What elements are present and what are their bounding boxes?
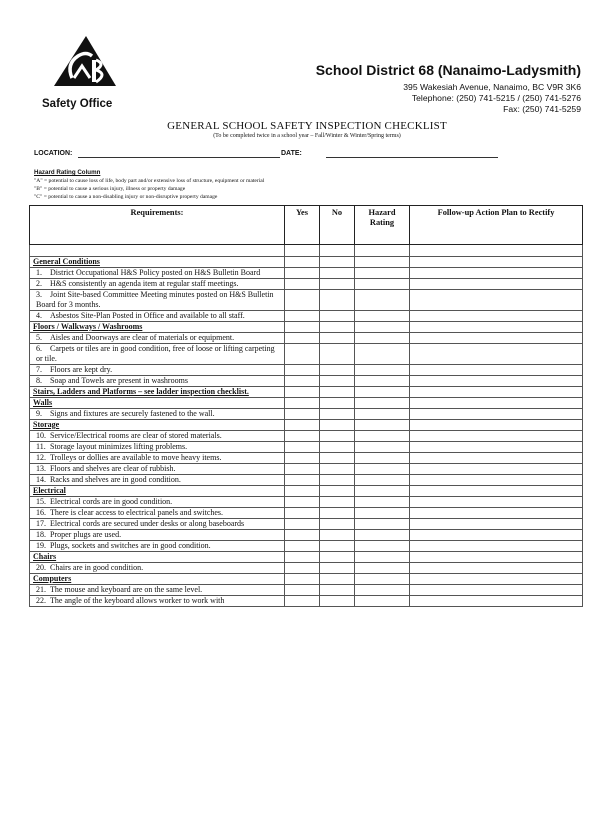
follow-up-cell[interactable] [410,596,583,607]
requirement-text: Electrical cords are secured under desks or along baseboards [50,519,245,528]
requirement-cell [30,409,285,420]
requirement-cell [30,530,285,541]
hazard-rating-cell [355,257,410,268]
hazard-rating-cell[interactable] [355,464,410,475]
yes-cell[interactable] [285,519,320,530]
requirement-cell [30,376,285,387]
table-row [30,409,583,420]
yes-cell[interactable] [285,585,320,596]
yes-cell[interactable] [285,311,320,322]
requirement-cell [30,442,285,453]
yes-cell [285,552,320,563]
requirement-number: 20. [36,563,46,572]
requirement-number: 1. [36,268,42,277]
office-name: Safety Office [42,98,113,110]
hazard-rating-title: Hazard Rating Column [34,169,101,176]
section-row [30,552,583,563]
yes-cell[interactable] [285,442,320,453]
requirement-number: 21. [36,585,46,594]
yes-cell[interactable] [285,409,320,420]
follow-up-cell[interactable] [410,475,583,486]
no-cell[interactable] [320,279,355,290]
no-cell[interactable] [320,311,355,322]
requirement-text: Asbestos Site-Plan Posted in Office and available to all staff. [50,311,245,320]
requirement-cell [30,563,285,574]
requirement-cell [30,268,285,279]
follow-up-cell[interactable] [410,365,583,376]
section-title: Floors / Walkways / Washrooms [30,322,285,333]
follow-up-cell[interactable] [410,376,583,387]
no-cell[interactable] [320,442,355,453]
requirement-number: 10. [36,431,46,440]
blank-cell [30,245,285,257]
follow-up-cell[interactable] [410,268,583,279]
requirement-cell [30,541,285,552]
no-cell[interactable] [320,464,355,475]
hazard-rating-cell[interactable] [355,344,410,365]
requirement-cell [30,333,285,344]
requirement-text: Proper plugs are used. [50,530,122,539]
requirement-cell [30,585,285,596]
table-row [30,431,583,442]
hazard-rating-cell [355,552,410,563]
requirement-number: 7. [36,365,42,374]
yes-cell[interactable] [285,508,320,519]
yes-cell[interactable] [285,431,320,442]
document-title: GENERAL SCHOOL SAFETY INSPECTION CHECKLIST [167,120,447,132]
hazard-rating-cell[interactable] [355,596,410,607]
table-row [30,519,583,530]
hazard-rating-cell[interactable] [355,376,410,387]
follow-up-cell[interactable] [410,333,583,344]
hazard-rating-cell[interactable] [355,453,410,464]
date-field[interactable] [326,157,498,158]
table-row [30,376,583,387]
table-row [30,530,583,541]
follow-up-cell[interactable] [410,279,583,290]
fax-line: Fax: (250) 741-5259 [503,104,581,114]
requirement-text: The mouse and keyboard are on the same level. [50,585,203,594]
yes-cell[interactable] [285,563,320,574]
follow-up-cell [410,420,583,431]
requirement-cell [30,596,285,607]
requirement-number: 8. [36,376,42,385]
follow-up-cell [410,574,583,585]
no-cell[interactable] [320,475,355,486]
follow-up-cell[interactable] [410,541,583,552]
section-row [30,398,583,409]
no-cell [320,398,355,409]
no-cell[interactable] [320,497,355,508]
header-follow-up: Follow-up Action Plan to Rectify [410,206,583,245]
yes-cell [285,574,320,585]
requirement-cell [30,311,285,322]
follow-up-cell[interactable] [410,497,583,508]
table-row [30,453,583,464]
table-row [30,475,583,486]
requirement-text: Trolleys or dollies are available to move heavy items. [50,453,222,462]
yes-cell[interactable] [285,344,320,365]
requirement-text: There is clear access to electrical panels and switches. [50,508,224,517]
hazard-rating-a: "A" = potential to cause loss of life, body part and/or extensive loss of structure, equipment or material [34,178,265,184]
header-hazard-rating: Hazard Rating [355,206,410,245]
requirement-text: Electrical cords are in good condition. [50,497,173,506]
yes-cell [285,245,320,257]
section-title: Computers [30,574,285,585]
follow-up-cell [410,398,583,409]
yes-cell[interactable] [285,530,320,541]
section-title: Storage [30,420,285,431]
follow-up-cell[interactable] [410,290,583,311]
requirement-number: 22. [36,596,46,605]
requirement-text: Storage layout minimizes lifting problems. [50,442,188,451]
requirement-cell [30,519,285,530]
follow-up-cell[interactable] [410,563,583,574]
yes-cell[interactable] [285,596,320,607]
table-body [30,245,583,607]
requirement-text: Racks and shelves are in good condition. [50,475,181,484]
table-row [30,541,583,552]
requirement-number: 12. [36,453,46,462]
requirement-text: Plugs, sockets and switches are in good condition. [50,541,211,550]
no-cell[interactable] [320,333,355,344]
hazard-rating-cell[interactable] [355,519,410,530]
requirement-number: 11. [36,442,46,451]
requirement-number: 2. [36,279,42,288]
no-cell [320,245,355,257]
requirement-text: Service/Electrical rooms are clear of stored materials. [50,431,222,440]
yes-cell [285,257,320,268]
header-no: No [320,206,355,245]
table-row [30,442,583,453]
header-requirements: Requirements: [30,206,285,245]
requirement-cell [30,431,285,442]
no-cell [320,257,355,268]
hazard-rating-c: "C" = potential to cause a non-disabling injury or non-disruptive property damage [34,194,218,200]
table-row [30,585,583,596]
follow-up-cell [410,552,583,563]
follow-up-cell[interactable] [410,508,583,519]
document-subtitle: (To be completed twice in a school year – Fall/Winter & Winter/Spring terms) [213,133,401,139]
no-cell[interactable] [320,453,355,464]
no-cell[interactable] [320,530,355,541]
header-yes: Yes [285,206,320,245]
hazard-rating-cell[interactable] [355,541,410,552]
table-row [30,311,583,322]
requirement-cell [30,344,285,365]
follow-up-cell[interactable] [410,519,583,530]
inspection-table [29,205,583,607]
hazard-rating-b: "B" = potential to cause a serious injury, illness or property damage [34,186,186,192]
section-title: General Conditions [30,257,285,268]
no-cell[interactable] [320,585,355,596]
follow-up-cell[interactable] [410,431,583,442]
follow-up-cell[interactable] [410,409,583,420]
requirement-cell [30,508,285,519]
section-title: Stairs, Ladders and Platforms – see ladder inspection checklist. [30,387,285,398]
district-logo [50,34,120,89]
hazard-rating-cell[interactable] [355,279,410,290]
hazard-rating-cell[interactable] [355,268,410,279]
address-line: 395 Wakesiah Avenue, Nanaimo, BC V9R 3K6 [403,82,581,92]
follow-up-cell [410,257,583,268]
contact-block [403,82,581,115]
hazard-rating-cell[interactable] [355,585,410,596]
location-label: LOCATION: [34,150,73,157]
no-cell[interactable] [320,365,355,376]
requirement-text: Floors and shelves are clear of rubbish. [50,464,176,473]
section-title: Electrical [30,486,285,497]
requirement-number: 14. [36,475,46,484]
table-row [30,333,583,344]
requirement-text: Signs and fixtures are securely fastened to the wall. [50,409,215,418]
yes-cell [285,420,320,431]
requirement-number: 13. [36,464,46,473]
follow-up-cell[interactable] [410,464,583,475]
no-cell[interactable] [320,290,355,311]
requirement-text: District Occupational H&S Policy posted on H&S Bulletin Board [50,268,261,277]
section-row [30,387,583,398]
requirement-text: Carpets or tiles are in good condition, free of loose or lifting carpeting or tile. [36,344,275,363]
yes-cell [285,322,320,333]
section-row [30,420,583,431]
follow-up-cell [410,486,583,497]
hazard-rating-cell[interactable] [355,530,410,541]
table-row [30,268,583,279]
requirement-text: Aisles and Doorways are clear of materials or equipment. [50,333,235,342]
yes-cell[interactable] [285,279,320,290]
table-row [30,508,583,519]
hazard-rating-cell [355,322,410,333]
no-cell[interactable] [320,268,355,279]
follow-up-cell[interactable] [410,344,583,365]
table-row [30,365,583,376]
no-cell[interactable] [320,541,355,552]
hazard-rating-cell [355,245,410,257]
district-name: School District 68 (Nanaimo-Ladysmith) [315,62,581,78]
requirement-number: 4. [36,311,42,320]
date-label: DATE: [281,150,302,157]
hazard-rating-cell[interactable] [355,508,410,519]
hazard-rating-cell[interactable] [355,563,410,574]
hazard-rating-cell[interactable] [355,431,410,442]
requirement-cell [30,279,285,290]
no-cell [320,420,355,431]
no-cell[interactable] [320,563,355,574]
requirement-number: 18. [36,530,46,539]
follow-up-cell[interactable] [410,530,583,541]
yes-cell [285,486,320,497]
hazard-rating-cell[interactable] [355,497,410,508]
yes-cell[interactable] [285,365,320,376]
requirement-text: Chairs are in good condition. [50,563,144,572]
requirement-number: 19. [36,541,46,550]
no-cell[interactable] [320,409,355,420]
section-row [30,486,583,497]
requirement-text: Soap and Towels are present in washrooms [50,376,188,385]
yes-cell[interactable] [285,268,320,279]
requirement-cell [30,475,285,486]
no-cell [320,552,355,563]
requirement-number: 6. [36,344,42,353]
yes-cell[interactable] [285,453,320,464]
no-cell [320,322,355,333]
requirement-cell [30,290,285,311]
blank-row [30,245,583,257]
hazard-rating-cell [355,574,410,585]
section-title: Walls [30,398,285,409]
follow-up-cell [410,387,583,398]
requirement-number: 17. [36,519,46,528]
table-row [30,596,583,607]
no-cell[interactable] [320,431,355,442]
table-row [30,344,583,365]
requirement-number: 15. [36,497,46,506]
hazard-rating-cell[interactable] [355,311,410,322]
no-cell[interactable] [320,596,355,607]
hazard-rating-cell [355,486,410,497]
section-row [30,322,583,333]
yes-cell[interactable] [285,497,320,508]
hazard-rating-cell [355,398,410,409]
table-row [30,290,583,311]
section-row [30,257,583,268]
requirement-number: 9. [36,409,42,418]
yes-cell[interactable] [285,541,320,552]
telephone-line: Telephone: (250) 741-5215 / (250) 741-5276 [411,93,581,103]
hazard-rating-cell [355,387,410,398]
no-cell [320,387,355,398]
requirement-text: Joint Site-based Committee Meeting minutes posted on H&S Bulletin Board for 3 months. [36,290,274,309]
requirement-cell [30,453,285,464]
requirement-text: H&S consistently an agenda item at regular staff meetings. [50,279,239,288]
hazard-rating-cell[interactable] [355,442,410,453]
location-field[interactable] [78,157,280,158]
table-row [30,279,583,290]
table-header-row [30,206,583,245]
requirement-text: The angle of the keyboard allows worker to work with [50,596,225,605]
follow-up-cell[interactable] [410,442,583,453]
yes-cell[interactable] [285,376,320,387]
requirement-text: Floors are kept dry. [50,365,113,374]
no-cell [320,574,355,585]
yes-cell[interactable] [285,333,320,344]
no-cell[interactable] [320,344,355,365]
table-row [30,497,583,508]
hazard-rating-cell[interactable] [355,290,410,311]
requirement-number: 5. [36,333,42,342]
yes-cell[interactable] [285,464,320,475]
hazard-rating-cell[interactable] [355,333,410,344]
follow-up-cell [410,322,583,333]
yes-cell[interactable] [285,290,320,311]
section-row [30,574,583,585]
follow-up-cell[interactable] [410,453,583,464]
no-cell[interactable] [320,519,355,530]
requirement-cell [30,497,285,508]
yes-cell[interactable] [285,475,320,486]
requirement-cell [30,464,285,475]
requirement-number: 3. [36,290,42,299]
table-row [30,563,583,574]
hazard-rating-cell[interactable] [355,475,410,486]
yes-cell [285,387,320,398]
no-cell[interactable] [320,376,355,387]
yes-cell [285,398,320,409]
follow-up-cell[interactable] [410,311,583,322]
hazard-rating-cell[interactable] [355,409,410,420]
no-cell[interactable] [320,508,355,519]
no-cell [320,486,355,497]
follow-up-cell[interactable] [410,585,583,596]
requirement-cell [30,365,285,376]
hazard-rating-cell[interactable] [355,365,410,376]
section-title: Chairs [30,552,285,563]
table-row [30,464,583,475]
requirement-number: 16. [36,508,46,517]
follow-up-cell [410,245,583,257]
hazard-rating-cell [355,420,410,431]
